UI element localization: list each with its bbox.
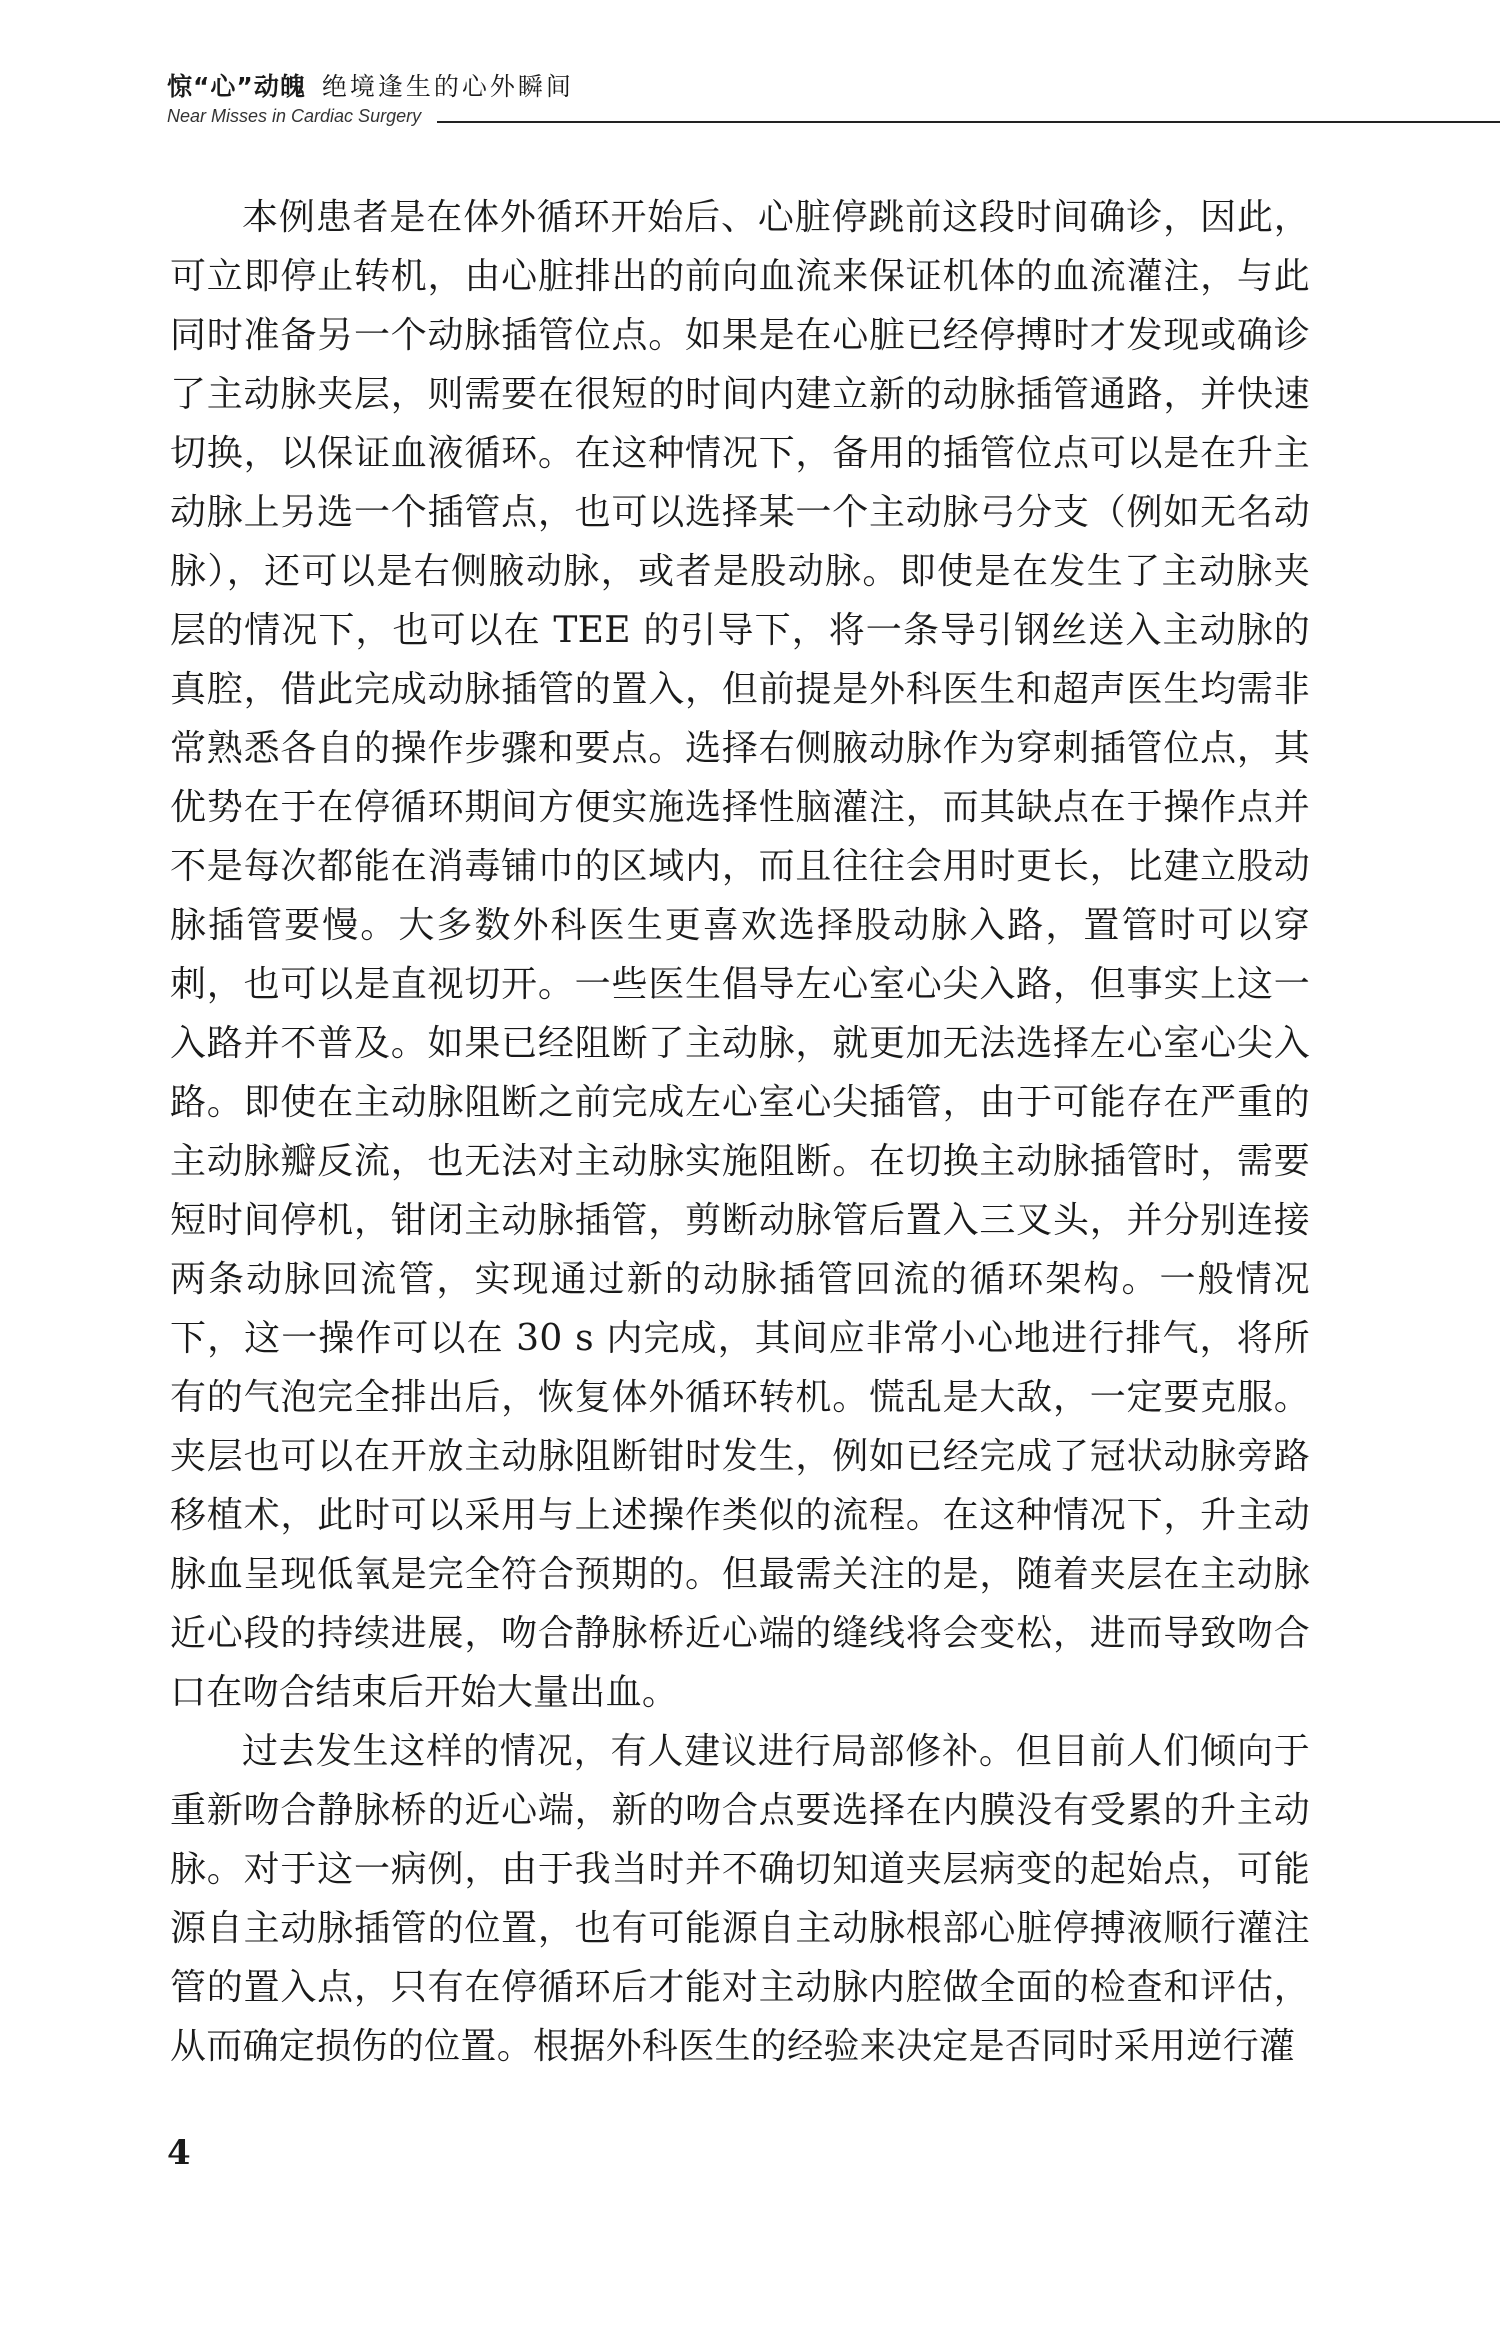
book-subtitle: 绝境逢生的心外瞬间 (321, 72, 574, 101)
book-title: 惊“心”动魄 (167, 72, 306, 101)
page-body (170, 188, 1310, 2076)
header-title (167, 70, 574, 104)
page-number: 4 (167, 2133, 191, 2173)
running-header (167, 70, 1500, 140)
header-rule (437, 121, 1500, 123)
paragraph-1: 本例患者是在体外循环开始后、心脏停跳前这段时间确诊，因此，可立即停止转机，由心脏排出的前向血流来保证机体的血流灌注，与此同时准备另一个动脉插管位点。如果是在心脏已经停搏时才发现或确诊了主动脉夹层，则需要在很短的时间内建立新的动脉插管通路，并快速切换，以保证血液循环。在这种情况下，备用的插管位点可以是在升主动脉上另选一个插管点，也可以选择某一个主动脉弓分支（例如无名动脉），还可以是右侧腋动脉，或者是股动脉。即使是在发生了主动脉夹层的情况下，也可以在 TEE 的引导下，将一条导引钢丝送入主动脉的真腔，借此完成动脉插管的置入，但前提是外科医生和超声医生均需非常熟悉各自的操作步骤和要点。选择右侧腋动脉作为穿刺插管位点，其优势在于在停循环期间方便实施选择性脑灌注，而其缺点在于操作点并不是每次都能在消毒铺巾的区域内，而且往往会用时更长，比建立股动脉插管要慢。大多数外科医生更喜欢选择股动脉入路，置管时可以穿刺，也可以是直视切开。一些医生倡导左心室心尖入路，但事实上这一入路并不普及。如果已经阻断了主动脉，就更加无法选择左心室心尖入路。即使在主动脉阻断之前完成左心室心尖插管，由于可能存在严重的主动脉瓣反流，也无法对主动脉实施阻断。在切换主动脉插管时，需要短时间停机，钳闭主动脉插管，剪断动脉管后置入三叉头，并分别连接两条动脉回流管，实现通过新的动脉插管回流的循环架构。一般情况下，这一操作可以在 30 s 内完成，其间应非常小心地进行排气，将所有的气泡完全排出后，恢复体外循环转机。慌乱是大敌，一定要克服。夹层也可以在开放主动脉阻断钳时发生，例如已经完成了冠状动脉旁路移植术，此时可以采用与上述操作类似的流程。在这种情况下，升主动脉血呈现低氧是完全符合预期的。但最需关注的是，随着夹层在主动脉近心段的持续进展，吻合静脉桥近心端的缝线将会变松，进而导致吻合口在吻合结束后开始大量出血。 (170, 197, 1310, 1713)
paragraph-2: 过去发生这样的情况，有人建议进行局部修补。但目前人们倾向于重新吻合静脉桥的近心端，新的吻合点要选择在内膜没有受累的升主动脉。对于这一病例，由于我当时并不确切知道夹层病变的起始点，可能源自主动脉插管的位置，也有可能源自主动脉根部心脏停搏液顺行灌注管的置入点，只有在停循环后才能对主动脉内腔做全面的检查和评估，从而确定损伤的位置。根据外科医生的经验来决定是否同时采用逆行灌 (170, 1731, 1310, 2067)
english-title: Near Misses in Cardiac Surgery (167, 106, 422, 126)
